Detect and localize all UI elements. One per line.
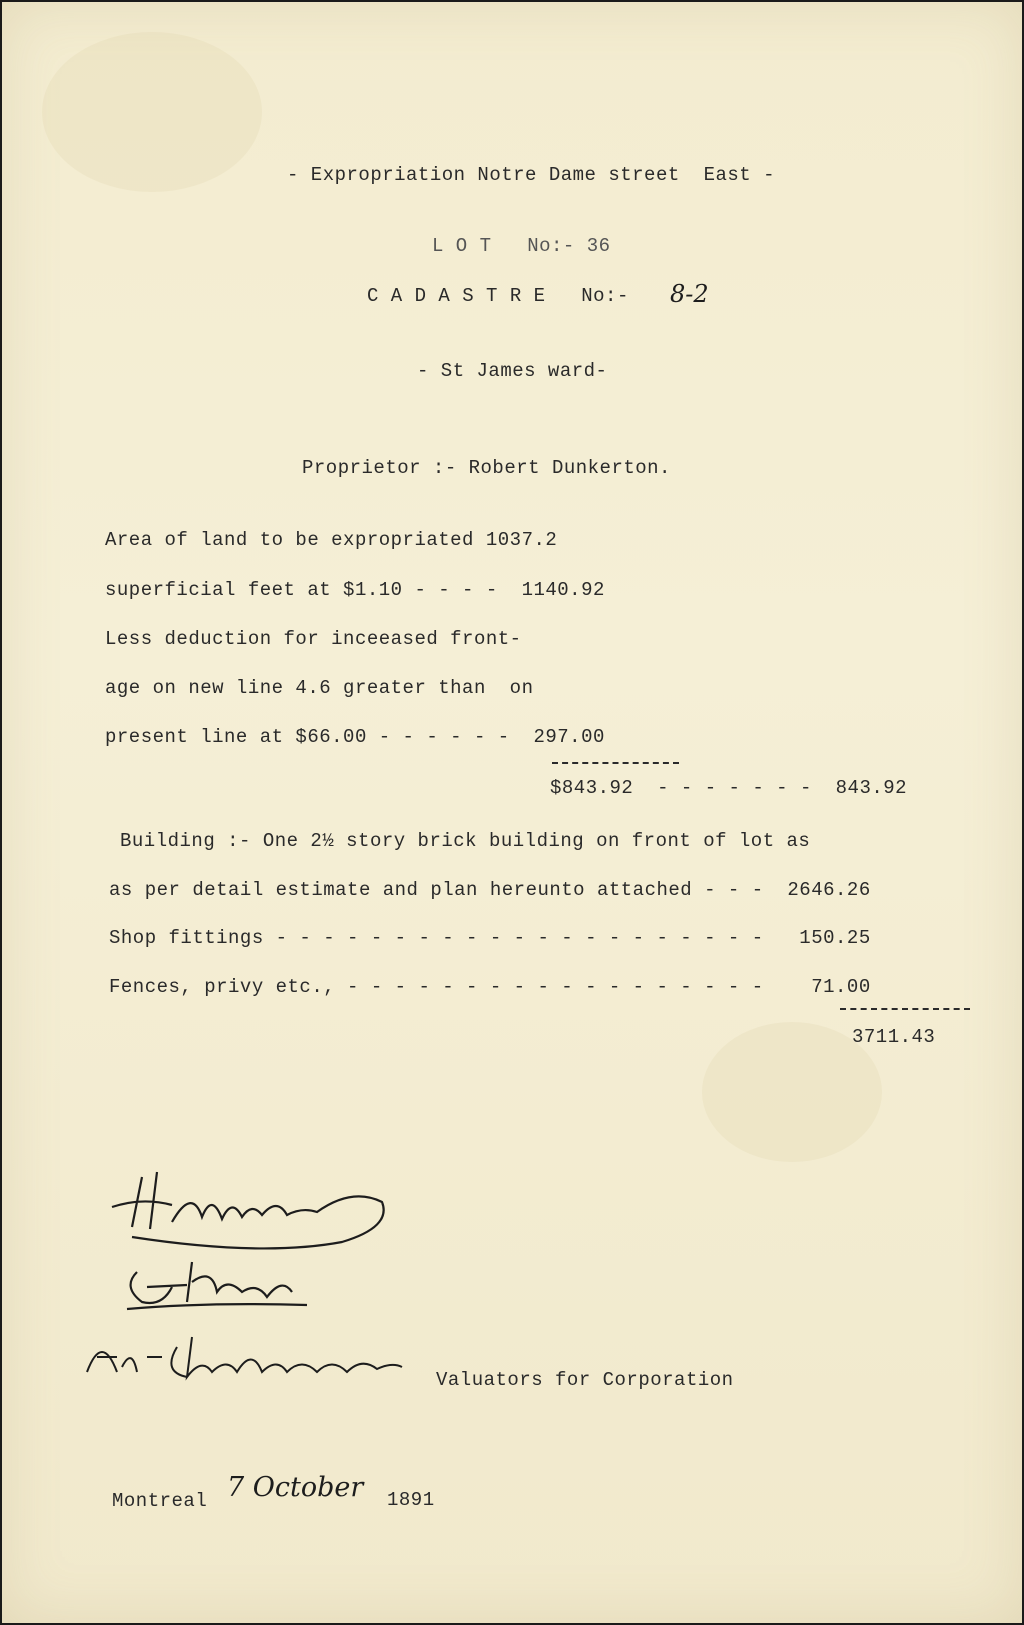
deduction-line: Less deduction for inceeased front- — [105, 628, 522, 650]
estimate-line: as per detail estimate and plan hereunto attached - - - 2646.26 — [109, 879, 871, 901]
cadastre-label: C A D A S T R E No:- — [367, 285, 629, 307]
building-line: Building :- One 2½ story brick building on front of lot as — [120, 830, 811, 852]
land-subtotal-line: $843.92 - - - - - - - 843.92 — [550, 777, 908, 799]
frontage-line: age on new line 4.6 greater than on — [105, 677, 534, 699]
ward-label: - St James ward- — [417, 360, 608, 382]
total-rule — [840, 1008, 970, 1010]
date-handwritten: 7 October — [227, 1472, 364, 1503]
place: Montreal — [112, 1490, 208, 1512]
document-sheet — [2, 2, 1022, 1623]
land-price-line: superficial feet at $1.10 - - - - 1140.92 — [105, 579, 605, 601]
paper-stain — [42, 32, 262, 192]
shop-fittings-line: Shop fittings - - - - - - - - - - - - - - - - - - - - - 150.25 — [109, 927, 871, 949]
document-title: - Expropriation Notre Dame street East - — [287, 164, 775, 186]
signature-rajo — [117, 1247, 317, 1317]
present-line: present line at $66.00 - - - - - - 297.00 — [105, 726, 605, 748]
valuators-caption: Valuators for Corporation — [436, 1369, 734, 1391]
land-area-line: Area of land to be expropriated 1037.2 — [105, 529, 558, 551]
lot-number: L O T No:- 36 — [432, 235, 611, 257]
grand-total: 3711.43 — [852, 1026, 936, 1048]
proprietor-line: Proprietor :- Robert Dunkerton. — [302, 457, 671, 479]
cadastre-number-handwritten: 8-2 — [670, 280, 709, 308]
year: 1891 — [387, 1489, 435, 1511]
fences-line: Fences, privy etc., - - - - - - - - - - - - - - - - - - 71.00 — [109, 976, 871, 998]
subtotal-rule — [552, 762, 679, 764]
